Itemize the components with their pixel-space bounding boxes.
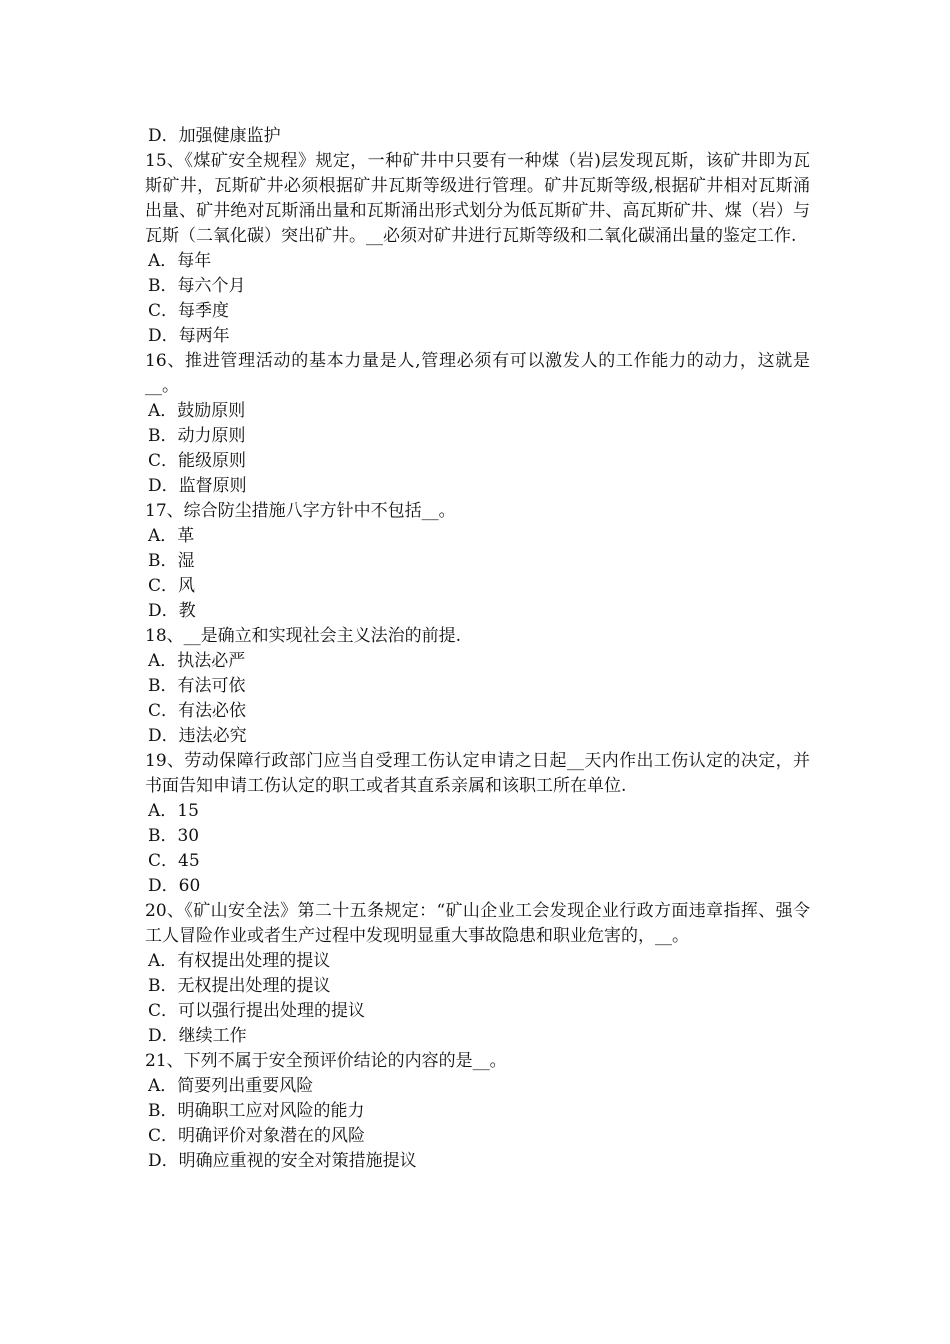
option-d: D．60 <box>148 876 201 896</box>
option-c: C．每季度 <box>148 301 230 321</box>
question-text: 21、下列不属于安全预评价结论的内容的是__。 <box>145 1051 507 1071</box>
option-b: B．无权提出处理的提议 <box>148 976 331 996</box>
option-b: B．湿 <box>148 551 195 571</box>
option-a: A．15 <box>148 801 199 821</box>
question-text: 20、《矿山安全法》第二十五条规定：“矿山企业工会发现企业行政方面违章指挥、强令工人冒险作业或者生产过程中发现明显重大事故隐患和职业危害的，__。 <box>145 901 810 946</box>
option-a: A．鼓励原则 <box>148 401 246 421</box>
option-d: D．继续工作 <box>148 1026 247 1046</box>
question-text: 17、综合防尘措施八字方针中不包括__。 <box>145 501 456 521</box>
option-c: C．明确评价对象潜在的风险 <box>148 1126 366 1146</box>
option-d: D．每两年 <box>148 326 230 346</box>
option-c: C．45 <box>148 851 200 871</box>
option-d: D．教 <box>148 601 196 621</box>
option-b: B．动力原则 <box>148 426 246 446</box>
question-text: 16、推进管理活动的基本力量是人,管理必须有可以激发人的工作能力的动力，这就是__。 <box>145 351 810 396</box>
option-c: C．风 <box>148 576 196 596</box>
option-d: D．明确应重视的安全对策措施提议 <box>148 1151 417 1171</box>
question-text: 18、__是确立和实现社会主义法治的前提. <box>145 626 462 646</box>
question-20 <box>145 899 810 1049</box>
question-text: 19、劳动保障行政部门应当自受理工伤认定申请之日起__天内作出工伤认定的决定，并书面告知申请工伤认定的职工或者其直系亲属和该职工所在单位. <box>145 751 810 796</box>
question-15 <box>145 149 810 349</box>
option-b: B．有法可依 <box>148 676 246 696</box>
question-19 <box>145 749 810 899</box>
option-d: D．违法必究 <box>148 726 247 746</box>
question-21 <box>145 1049 810 1174</box>
option-b: B．明确职工应对风险的能力 <box>148 1101 365 1121</box>
option-c: C．可以强行提出处理的提议 <box>148 1001 366 1021</box>
option-c: C．能级原则 <box>148 451 247 471</box>
option-a: A．革 <box>148 526 195 546</box>
option-a: A．每年 <box>148 251 212 271</box>
option-a: A．有权提出处理的提议 <box>148 951 331 971</box>
option-a: A．执法必严 <box>148 651 246 671</box>
option-d: D．监督原则 <box>148 476 247 496</box>
option-b: B．30 <box>148 826 200 846</box>
question-text: 15、《煤矿安全规程》规定，一种矿井中只要有一种煤（岩)层发现瓦斯，该矿井即为瓦斯矿井，瓦斯矿井必须根据矿井瓦斯等级进行管理。矿井瓦斯等级,根据矿井相对瓦斯涌出量、矿井绝对瓦斯涌出量和瓦斯涌出形式划分为低瓦斯矿井、高瓦斯矿井、煤（岩）与瓦斯（二氧化碳）突出矿井。__必须对矿井进行瓦斯等级和二氧化碳涌出量的鉴定工作. <box>145 151 810 246</box>
option-b: B．每六个月 <box>148 276 246 296</box>
option-a: A．简要列出重要风险 <box>148 1076 314 1096</box>
leading-option: D．加强健康监护 <box>148 126 281 146</box>
option-c: C．有法必依 <box>148 701 247 721</box>
question-16 <box>145 349 810 499</box>
question-list <box>145 124 810 1174</box>
question-17 <box>145 499 810 624</box>
question-18 <box>145 624 810 749</box>
